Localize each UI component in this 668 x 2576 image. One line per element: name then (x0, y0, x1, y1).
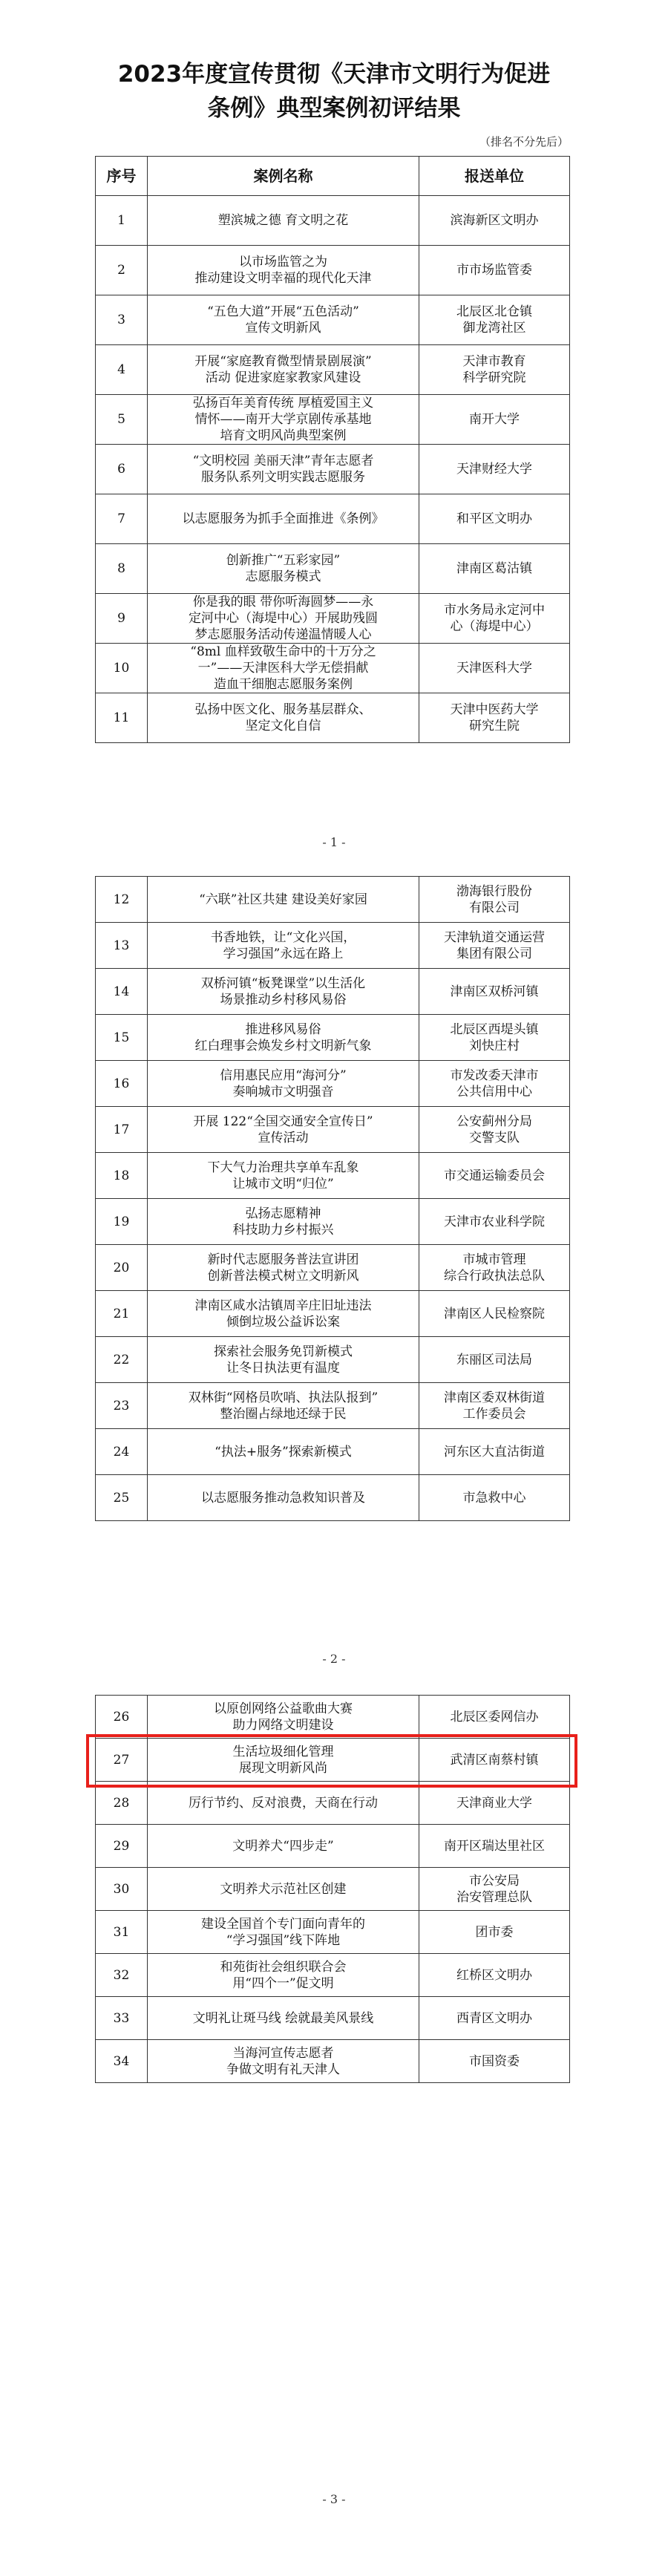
table-row (96, 644, 570, 693)
table-row (96, 1429, 570, 1475)
cell-no: 13 (96, 923, 148, 969)
cell-name: 以志愿服务为抓手全面推进《条例》 (148, 494, 419, 544)
cell-unit: 津南区委双林街道 工作委员会 (419, 1383, 570, 1429)
cell-name: 下大气力治理共享单车乱象 让城市文明“归位” (148, 1153, 419, 1199)
cell-no: 27 (96, 1739, 148, 1782)
cell-unit: 北辰区西堤头镇 刘快庄村 (419, 1015, 570, 1061)
cell-name: 以市场监管之为 推动建设文明幸福的现代化天津 (148, 246, 419, 295)
cell-no: 25 (96, 1475, 148, 1521)
table-row (96, 1954, 570, 1997)
cell-name: 弘扬中医文化、服务基层群众、 坚定文化自信 (148, 693, 419, 743)
cell-name: 你是我的眼 带你听海圆梦——永 定河中心（海堤中心）开展助残圆 梦志愿服务活动传递温情暖人心 (148, 594, 419, 644)
cell-unit: 北辰区北仓镇 御龙湾社区 (419, 295, 570, 345)
cell-no: 28 (96, 1782, 148, 1825)
table-row (96, 1291, 570, 1337)
document-title-line2: 条例》典型案例初评结果 (207, 95, 461, 122)
cell-no: 24 (96, 1429, 148, 1475)
cell-name: 双林街“网格员吹哨、执法队报到” 整治圈占绿地还绿于民 (148, 1383, 419, 1429)
cell-unit: 津南区双桥河镇 (419, 969, 570, 1015)
cell-unit: 市急救中心 (419, 1475, 570, 1521)
table-header-row (96, 157, 570, 196)
cell-unit: 渤海银行股份 有限公司 (419, 877, 570, 923)
table-row (96, 1868, 570, 1911)
cell-unit: 天津商业大学 (419, 1782, 570, 1825)
table-row (96, 445, 570, 494)
cell-name: “8ml 血样致敬生命中的十万分之 一”——天津医科大学无偿捐献 造血干细胞志愿服务案例 (148, 644, 419, 693)
table-row (96, 1825, 570, 1868)
cell-name: 厉行节约、反对浪费，天商在行动 (148, 1782, 419, 1825)
cell-no: 10 (96, 644, 148, 693)
table-row (96, 969, 570, 1015)
cell-name: 探索社会服务免罚新模式 让冬日执法更有温度 (148, 1337, 419, 1383)
cell-unit: 市水务局永定河中 心（海堤中心） (419, 594, 570, 644)
cell-unit: 天津轨道交通运营 集团有限公司 (419, 923, 570, 969)
cell-name: 当海河宣传志愿者 争做文明有礼天津人 (148, 2040, 419, 2083)
table-row (96, 544, 570, 594)
cell-unit: 津南区葛沽镇 (419, 544, 570, 594)
cell-name: 和苑街社会组织联合会 用“四个一”促文明 (148, 1954, 419, 1997)
cell-unit: 市发改委天津市 公共信用中心 (419, 1061, 570, 1107)
table-row (96, 1383, 570, 1429)
cell-unit: 武清区南蔡村镇 (419, 1739, 570, 1782)
table-row (96, 345, 570, 395)
ranking-note: （排名不分先后） (479, 135, 569, 148)
cell-name: “文明校园 美丽天津”青年志愿者 服务队系列文明实践志愿服务 (148, 445, 419, 494)
page-number-1: - 1 - (322, 835, 346, 849)
cell-no: 33 (96, 1997, 148, 2040)
table-row (96, 2040, 570, 2083)
cell-no: 5 (96, 395, 148, 445)
cell-no: 6 (96, 445, 148, 494)
table-row (96, 395, 570, 445)
cell-no: 4 (96, 345, 148, 395)
cell-no: 3 (96, 295, 148, 345)
cell-name: 文明养犬示范社区创建 (148, 1868, 419, 1911)
cell-no: 32 (96, 1954, 148, 1997)
cell-no: 30 (96, 1868, 148, 1911)
table-row (96, 295, 570, 345)
cell-name: 以志愿服务推动急救知识普及 (148, 1475, 419, 1521)
cell-no: 11 (96, 693, 148, 743)
table-row (96, 1199, 570, 1245)
cell-unit: 团市委 (419, 1911, 570, 1954)
cell-no: 22 (96, 1337, 148, 1383)
cases-table-page-2 (95, 876, 570, 1521)
cell-name: 推进移风易俗 红白理事会焕发乡村文明新气象 (148, 1015, 419, 1061)
cell-unit: 红桥区文明办 (419, 1954, 570, 1997)
table-row (96, 1107, 570, 1153)
cell-unit: 南开区瑞达里社区 (419, 1825, 570, 1868)
cell-unit: 天津财经大学 (419, 445, 570, 494)
table-row (96, 594, 570, 644)
table-row (96, 1153, 570, 1199)
table-row (96, 246, 570, 295)
cell-unit: 南开大学 (419, 395, 570, 445)
cell-name: 新时代志愿服务普法宣讲团 创新普法模式树立文明新风 (148, 1245, 419, 1291)
cell-no: 29 (96, 1825, 148, 1868)
cell-name: 双桥河镇“板凳课堂”以生活化 场景推动乡村移风易俗 (148, 969, 419, 1015)
cell-no: 9 (96, 594, 148, 644)
cell-unit: 市城市管理 综合行政执法总队 (419, 1245, 570, 1291)
cell-unit: 和平区文明办 (419, 494, 570, 544)
cell-no: 20 (96, 1245, 148, 1291)
cell-name: 书香地铁，让“文化兴国， 学习强国”永远在路上 (148, 923, 419, 969)
table-row (96, 494, 570, 544)
table-row (96, 1061, 570, 1107)
cell-unit: 天津市农业科学院 (419, 1199, 570, 1245)
highlight-box (86, 1734, 577, 1788)
page-number-2: - 2 - (322, 1652, 346, 1666)
cell-unit: 东丽区司法局 (419, 1337, 570, 1383)
table-row (96, 1245, 570, 1291)
cell-name: 文明养犬“四步走” (148, 1825, 419, 1868)
cell-no: 21 (96, 1291, 148, 1337)
page-number-3: - 3 - (322, 2492, 346, 2506)
cell-name: 文明礼让斑马线 绘就最美风景线 (148, 1997, 419, 2040)
cell-unit: 北辰区委网信办 (419, 1696, 570, 1739)
cell-unit: 天津中医药大学 研究生院 (419, 693, 570, 743)
table-row (96, 1696, 570, 1739)
table-row (96, 1337, 570, 1383)
table-row (96, 196, 570, 246)
table-row (96, 877, 570, 923)
cell-name: 弘扬百年美育传统 厚植爱国主义 情怀——南开大学京剧传承基地 培育文明风尚典型案例 (148, 395, 419, 445)
cell-unit: 天津市教育 科学研究院 (419, 345, 570, 395)
cell-unit: 津南区人民检察院 (419, 1291, 570, 1337)
cell-no: 31 (96, 1911, 148, 1954)
cell-no: 1 (96, 196, 148, 246)
cell-unit: 市市场监管委 (419, 246, 570, 295)
cell-no: 14 (96, 969, 148, 1015)
cell-no: 7 (96, 494, 148, 544)
cell-unit: 公安蓟州分局 交警支队 (419, 1107, 570, 1153)
cell-name: 建设全国首个专门面向青年的 “学习强国”线下阵地 (148, 1911, 419, 1954)
document-title-line1: 2023年度宣传贯彻《天津市文明行为促进 (117, 61, 551, 88)
cell-unit: 市交通运输委员会 (419, 1153, 570, 1199)
cell-name: 生活垃圾细化管理 展现文明新风尚 (148, 1739, 419, 1782)
header-name: 案例名称 (148, 157, 419, 196)
cell-unit: 滨海新区文明办 (419, 196, 570, 246)
cell-name: 开展 122“全国交通安全宣传日” 宣传活动 (148, 1107, 419, 1153)
cell-no: 26 (96, 1696, 148, 1739)
cell-name: 弘扬志愿精神 科技助力乡村振兴 (148, 1199, 419, 1245)
cell-no: 19 (96, 1199, 148, 1245)
cell-no: 16 (96, 1061, 148, 1107)
cell-unit: 市国资委 (419, 2040, 570, 2083)
table-row (96, 1997, 570, 2040)
cell-no: 18 (96, 1153, 148, 1199)
cell-unit: 河东区大直沽街道 (419, 1429, 570, 1475)
table-row (96, 1782, 570, 1825)
cell-no: 23 (96, 1383, 148, 1429)
cell-no: 8 (96, 544, 148, 594)
cell-name: 塑滨城之德 育文明之花 (148, 196, 419, 246)
cell-no: 15 (96, 1015, 148, 1061)
cell-name: “五色大道”开展“五色活动” 宣传文明新风 (148, 295, 419, 345)
cell-name: 开展“家庭教育微型情景剧展演” 活动 促进家庭家教家风建设 (148, 345, 419, 395)
table-row (96, 923, 570, 969)
table-row (96, 693, 570, 743)
header-no: 序号 (96, 157, 148, 196)
cell-unit: 西青区文明办 (419, 1997, 570, 2040)
cell-no: 2 (96, 246, 148, 295)
cases-table-page-1 (95, 156, 570, 743)
cell-unit: 天津医科大学 (419, 644, 570, 693)
cell-name: 信用惠民应用“海河分” 奏响城市文明强音 (148, 1061, 419, 1107)
header-unit: 报送单位 (419, 157, 570, 196)
cell-unit: 市公安局 治安管理总队 (419, 1868, 570, 1911)
cell-no: 17 (96, 1107, 148, 1153)
cell-name: 津南区咸水沽镇周辛庄旧址违法 倾倒垃圾公益诉讼案 (148, 1291, 419, 1337)
cell-name: 创新推广“五彩家园” 志愿服务模式 (148, 544, 419, 594)
table-row (96, 1911, 570, 1954)
cell-name: “执法+服务”探索新模式 (148, 1429, 419, 1475)
cell-name: 以原创网络公益歌曲大赛 助力网络文明建设 (148, 1696, 419, 1739)
cell-name: “六联”社区共建 建设美好家园 (148, 877, 419, 923)
cell-no: 12 (96, 877, 148, 923)
cell-no: 34 (96, 2040, 148, 2083)
table-row (96, 1475, 570, 1521)
table-row (96, 1015, 570, 1061)
